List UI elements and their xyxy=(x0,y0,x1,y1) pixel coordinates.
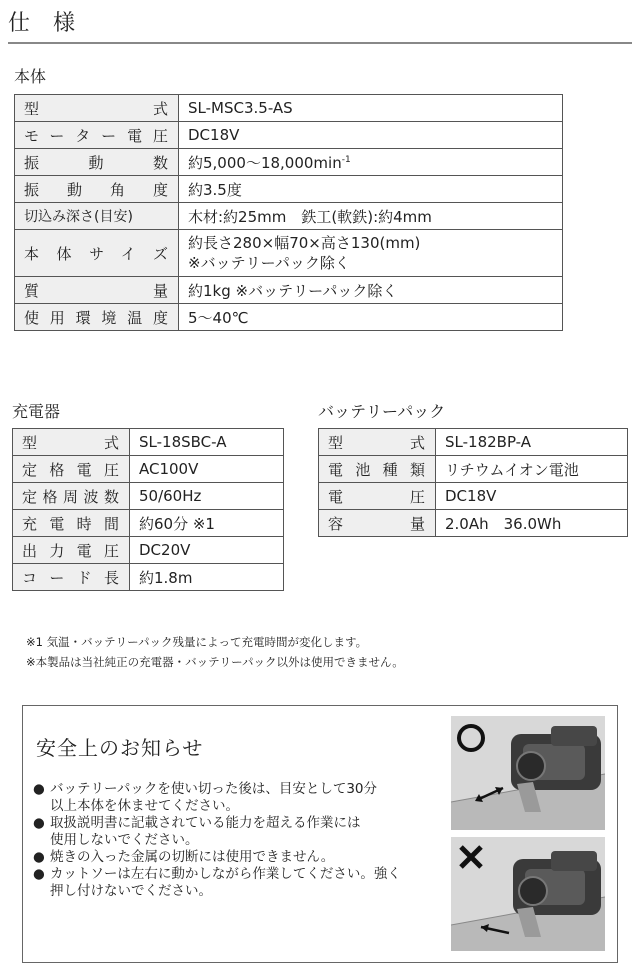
spec-value-line: 約長さ280×幅70×高さ130(mm) xyxy=(188,234,421,252)
spec-key: モーター電圧 xyxy=(15,122,179,149)
table-row xyxy=(15,122,563,149)
tool-incorrect-usage-drawing xyxy=(451,837,605,951)
list-item-text: バッテリーパックを使い切った後は、目安として30分 xyxy=(50,781,378,797)
footnotes xyxy=(26,632,404,672)
spec-value xyxy=(179,149,563,176)
safety-notice-box xyxy=(22,705,618,963)
list-item-text: 以上本体を休ませてください。 xyxy=(50,798,239,814)
spec-key: 振動角度 xyxy=(15,176,179,203)
table-row xyxy=(13,456,284,483)
spec-value-text: 約5,000〜18,000min xyxy=(188,153,342,172)
table-row xyxy=(15,176,563,203)
bullet-icon: ● xyxy=(33,781,45,797)
bullet-icon: ● xyxy=(33,815,45,831)
spec-key: 本体サイズ xyxy=(15,230,179,277)
table-row xyxy=(319,510,628,537)
spec-value: 木材:約25mm 鉄工(軟鉄):約4mm xyxy=(179,203,563,230)
spec-value: DC20V xyxy=(130,537,284,564)
spec-key: 定格電圧 xyxy=(13,456,130,483)
spec-key: 電圧 xyxy=(319,483,436,510)
spec-key: 定格周波数 xyxy=(13,483,130,510)
battery-label: バッテリーパック xyxy=(318,402,446,421)
table-row xyxy=(15,149,563,176)
list-item xyxy=(33,815,453,849)
spec-value-line: ※バッテリーパック除く xyxy=(188,254,350,272)
spec-value-superscript: -1 xyxy=(341,154,351,165)
footnote: ※1 気温・バッテリーパック残量によって充電時間が変化します。 xyxy=(26,635,368,649)
list-item-text: 使用しないでください。 xyxy=(50,832,199,848)
charger-label: 充電器 xyxy=(12,402,61,421)
spec-key: 型式 xyxy=(13,429,130,456)
table-row xyxy=(15,230,563,277)
spec-value: 2.0Ah 36.0Wh xyxy=(436,510,628,537)
incorrect-usage-illustration xyxy=(451,837,605,951)
list-item-text: 焼きの入った金属の切断には使用できません。 xyxy=(50,849,335,865)
list-item xyxy=(33,849,453,866)
spec-value: DC18V xyxy=(436,483,628,510)
title-divider xyxy=(8,42,632,44)
page-title: 仕 様 xyxy=(8,11,83,36)
table-row xyxy=(319,483,628,510)
spec-key: 充電時間 xyxy=(13,510,130,537)
spec-key: 電池種類 xyxy=(319,456,436,483)
spec-value: SL-MSC3.5-AS xyxy=(179,95,563,122)
table-row xyxy=(13,483,284,510)
table-row xyxy=(13,564,284,591)
spec-key: 質量 xyxy=(15,277,179,304)
table-row xyxy=(319,429,628,456)
list-item xyxy=(33,866,453,900)
spec-value xyxy=(179,230,563,277)
spec-value: SL-18SBC-A xyxy=(130,429,284,456)
spec-key: 型式 xyxy=(319,429,436,456)
spec-key: 出力電圧 xyxy=(13,537,130,564)
spec-value: 約1kg ※バッテリーパック除く xyxy=(179,277,563,304)
safety-list xyxy=(33,781,453,900)
table-row xyxy=(13,429,284,456)
correct-usage-illustration xyxy=(451,716,605,830)
bullet-icon: ● xyxy=(33,866,45,882)
spec-key: 使用環境温度 xyxy=(15,304,179,331)
battery-spec-table xyxy=(318,428,628,537)
spec-value: リチウムイオン電池 xyxy=(436,456,628,483)
spec-key: 切込み深さ(目安) xyxy=(15,203,179,230)
spec-value: AC100V xyxy=(130,456,284,483)
list-item xyxy=(33,781,453,815)
tool-correct-usage-drawing xyxy=(451,716,605,830)
charger-spec-table xyxy=(12,428,284,591)
main-unit-spec-table xyxy=(14,94,563,331)
spec-key: 振動数 xyxy=(15,149,179,176)
spec-value: 約1.8m xyxy=(130,564,284,591)
spec-key: 型式 xyxy=(15,95,179,122)
table-row xyxy=(13,537,284,564)
bullet-icon: ● xyxy=(33,849,45,865)
spec-value: 約3.5度 xyxy=(179,176,563,203)
spec-value: 約60分 ※1 xyxy=(130,510,284,537)
main-unit-label: 本体 xyxy=(14,67,47,86)
list-item-text: 取扱説明書に記載されている能力を超える作業には xyxy=(50,815,361,831)
table-row xyxy=(15,95,563,122)
spec-value: DC18V xyxy=(179,122,563,149)
spec-key: コード長 xyxy=(13,564,130,591)
spec-value: 50/60Hz xyxy=(130,483,284,510)
list-item-text: 押し付けないでください。 xyxy=(50,883,212,899)
list-item-text: カットソーは左右に動かしながら作業してください。強く xyxy=(50,866,401,882)
footnote: ※本製品は当社純正の充電器・バッテリーパック以外は使用できません。 xyxy=(26,655,404,669)
table-row xyxy=(15,203,563,230)
table-row xyxy=(13,510,284,537)
table-row xyxy=(15,277,563,304)
safety-title: 安全上のお知らせ xyxy=(36,736,204,760)
spec-value: 5〜40℃ xyxy=(179,304,563,331)
spec-value: SL-182BP-A xyxy=(436,429,628,456)
spec-key: 容量 xyxy=(319,510,436,537)
table-row xyxy=(319,456,628,483)
table-row xyxy=(15,304,563,331)
